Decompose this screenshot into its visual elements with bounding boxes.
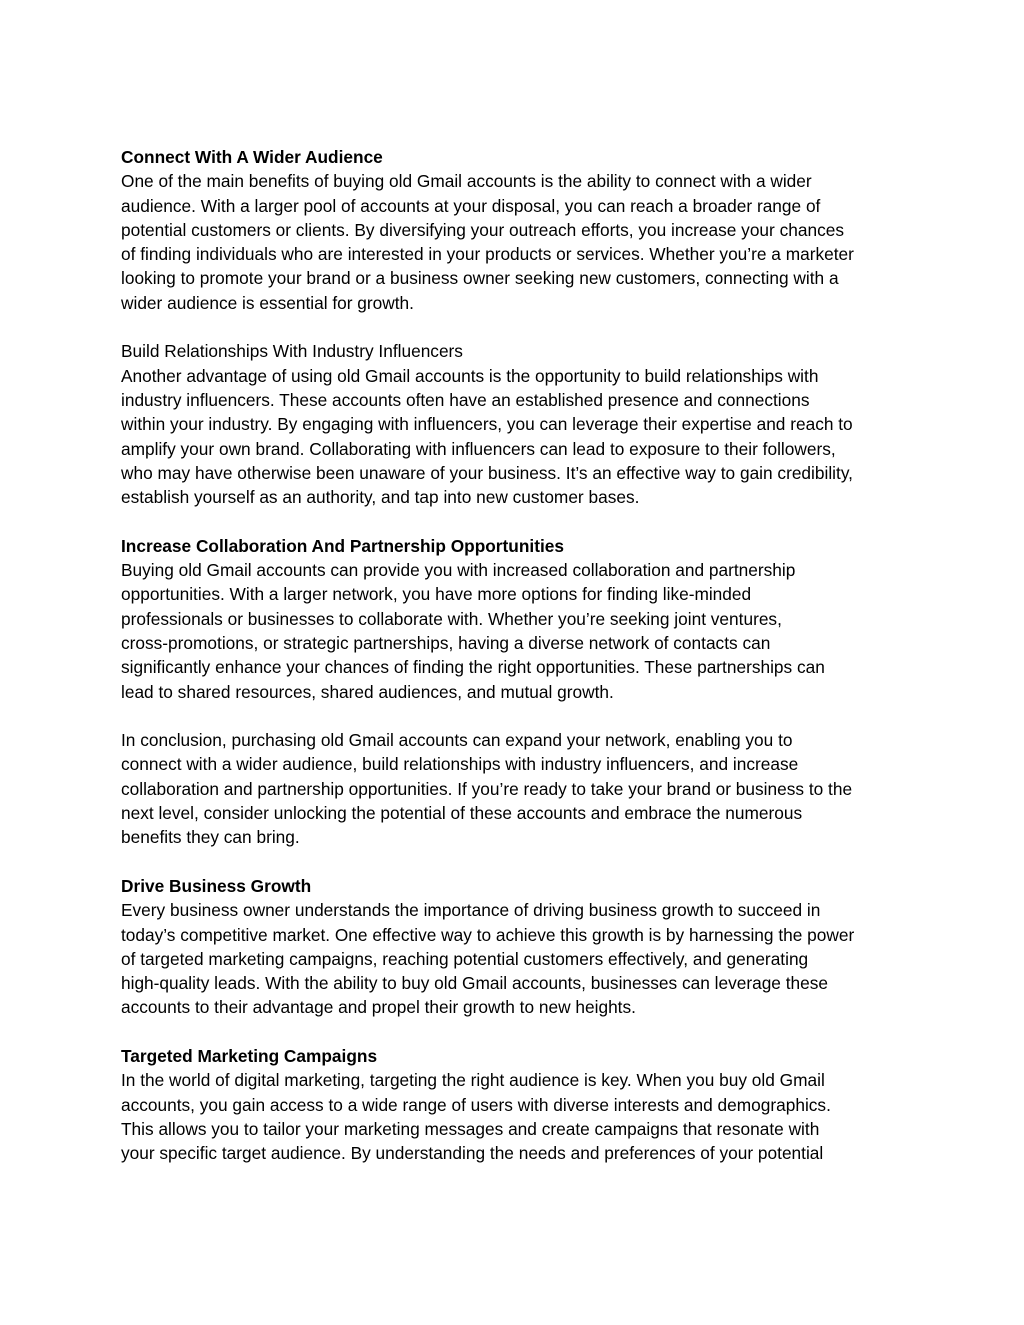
paragraph-line: looking to promote your brand or a business owner seeking new customers, connecting with a — [121, 268, 839, 289]
section-paragraph — [121, 169, 921, 315]
paragraph-line: your specific target audience. By understanding the needs and preferences of your potential — [121, 1143, 824, 1164]
section-heading: Targeted Marketing Campaigns — [121, 1045, 378, 1066]
section-build-relationships — [121, 339, 921, 509]
section-paragraph — [121, 898, 921, 1019]
section-heading: Drive Business Growth — [121, 875, 312, 896]
paragraph-line: Another advantage of using old Gmail accounts is the opportunity to build relationships with — [121, 365, 819, 386]
paragraph-line: establish yourself as an authority, and tap into new customer bases. — [121, 487, 640, 508]
section-heading: Increase Collaboration And Partnership Opportunities — [121, 535, 564, 556]
section-paragraph — [121, 364, 921, 510]
paragraph-line: of finding individuals who are interested in your products or services. Whether you’re a marketer — [121, 244, 854, 265]
document-page — [121, 145, 921, 1190]
paragraph-line: high-quality leads. With the ability to buy old Gmail accounts, businesses can leverage these — [121, 973, 828, 994]
paragraph-line: One of the main benefits of buying old Gmail accounts is the ability to connect with a wider — [121, 171, 812, 192]
paragraph-line: within your industry. By engaging with influencers, you can leverage their expertise and reach to — [121, 414, 853, 435]
section-connect-wider-audience — [121, 145, 921, 315]
section-collaboration-opportunities — [121, 534, 921, 704]
paragraph-line: lead to shared resources, shared audiences, and mutual growth. — [121, 681, 614, 702]
paragraph-line: amplify your own brand. Collaborating with influencers can lead to exposure to their followers, — [121, 438, 836, 459]
paragraph-line: Buying old Gmail accounts can provide you with increased collaboration and partnership — [121, 560, 796, 581]
section-paragraph — [121, 1068, 921, 1165]
paragraph-line: accounts, you gain access to a wide range of users with diverse interests and demographics. — [121, 1094, 831, 1115]
section-heading: Connect With A Wider Audience — [121, 147, 383, 167]
paragraph-line: audience. With a larger pool of accounts at your disposal, you can reach a broader range of — [121, 195, 821, 216]
paragraph-line: potential customers or clients. By diversifying your outreach efforts, you increase your chances — [121, 219, 844, 240]
section-targeted-marketing — [121, 1044, 921, 1165]
paragraph-line: today’s competitive market. One effective way to achieve this growth is by harnessing the power — [121, 924, 855, 945]
section-paragraph — [121, 558, 921, 704]
paragraph-line: next level, consider unlocking the potential of these accounts and embrace the numerous — [121, 803, 803, 824]
paragraph-line: In the world of digital marketing, targeting the right audience is key. When you buy old Gmail — [121, 1070, 825, 1091]
paragraph-line: wider audience is essential for growth. — [121, 292, 414, 313]
paragraph-line: professionals or businesses to collaborate with. Whether you’re seeking joint ventures, — [121, 608, 782, 629]
paragraph-line: In conclusion, purchasing old Gmail accounts can expand your network, enabling you to — [121, 730, 793, 751]
paragraph-line: This allows you to tailor your marketing messages and create campaigns that resonate with — [121, 1118, 820, 1139]
section-conclusion — [121, 728, 921, 849]
paragraph-line: cross-promotions, or strategic partnerships, having a diverse network of contacts can — [121, 632, 771, 653]
section-paragraph — [121, 728, 921, 849]
paragraph-line: who may have otherwise been unaware of your business. It’s an effective way to gain credibility, — [121, 462, 853, 483]
paragraph-line: connect with a wider audience, build relationships with industry influencers, and increase — [121, 754, 799, 775]
paragraph-line: collaboration and partnership opportunities. If you’re ready to take your brand or business to the — [121, 778, 853, 799]
section-heading: Build Relationships With Industry Influencers — [121, 341, 463, 362]
paragraph-line: opportunities. With a larger network, you have more options for finding like-minded — [121, 584, 752, 605]
paragraph-line: of targeted marketing campaigns, reaching potential customers effectively, and generating — [121, 948, 809, 969]
paragraph-line: industry influencers. These accounts often have an established presence and connections — [121, 389, 810, 410]
paragraph-line: Every business owner understands the importance of driving business growth to succeed in — [121, 900, 821, 921]
section-drive-business-growth — [121, 874, 921, 1020]
paragraph-line: benefits they can bring. — [121, 827, 300, 848]
paragraph-line: significantly enhance your chances of finding the right opportunities. These partnerships can — [121, 657, 825, 678]
paragraph-line: accounts to their advantage and propel their growth to new heights. — [121, 997, 636, 1018]
